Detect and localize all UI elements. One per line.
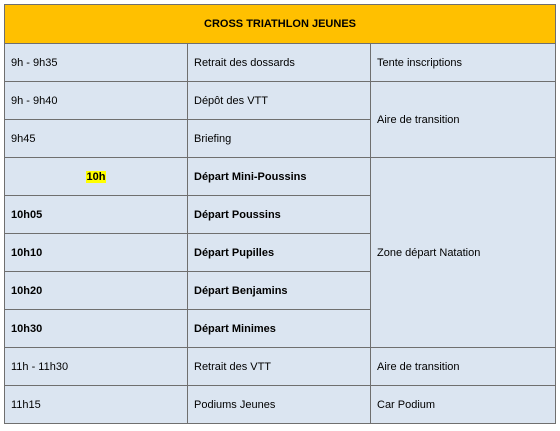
time-cell: 9h45 [5, 120, 188, 158]
event-cell: Briefing [188, 120, 371, 158]
event-cell: Départ Pupilles [188, 234, 371, 272]
table-row [5, 348, 556, 386]
event-cell: Retrait des VTT [188, 348, 371, 386]
schedule-table [4, 4, 556, 424]
location-cell: Aire de transition [371, 82, 556, 158]
table-row [5, 386, 556, 424]
event-cell: Départ Mini-Poussins [188, 158, 371, 196]
location-cell: Zone départ Natation [371, 158, 556, 348]
location-cell: Car Podium [371, 386, 556, 424]
event-cell: Départ Benjamins [188, 272, 371, 310]
header-row [5, 5, 556, 44]
location-cell: Tente inscriptions [371, 44, 556, 82]
time-cell: 11h - 11h30 [5, 348, 188, 386]
event-cell: Dépôt des VTT [188, 82, 371, 120]
time-cell: 9h - 9h40 [5, 82, 188, 120]
time-cell: 11h15 [5, 386, 188, 424]
event-cell: Départ Poussins [188, 196, 371, 234]
time-cell: 10h10 [5, 234, 188, 272]
table-row [5, 44, 556, 82]
time-cell: 10h20 [5, 272, 188, 310]
event-cell: Retrait des dossards [188, 44, 371, 82]
time-cell: 10h05 [5, 196, 188, 234]
event-cell: Podiums Jeunes [188, 386, 371, 424]
highlighted-time: 10h [86, 170, 106, 183]
table-row [5, 82, 556, 120]
time-cell [5, 158, 188, 196]
event-cell: Départ Minimes [188, 310, 371, 348]
time-cell: 10h30 [5, 310, 188, 348]
location-cell: Aire de transition [371, 348, 556, 386]
table-title: CROSS TRIATHLON JEUNES [5, 5, 556, 44]
time-cell: 9h - 9h35 [5, 44, 188, 82]
table-row [5, 158, 556, 196]
